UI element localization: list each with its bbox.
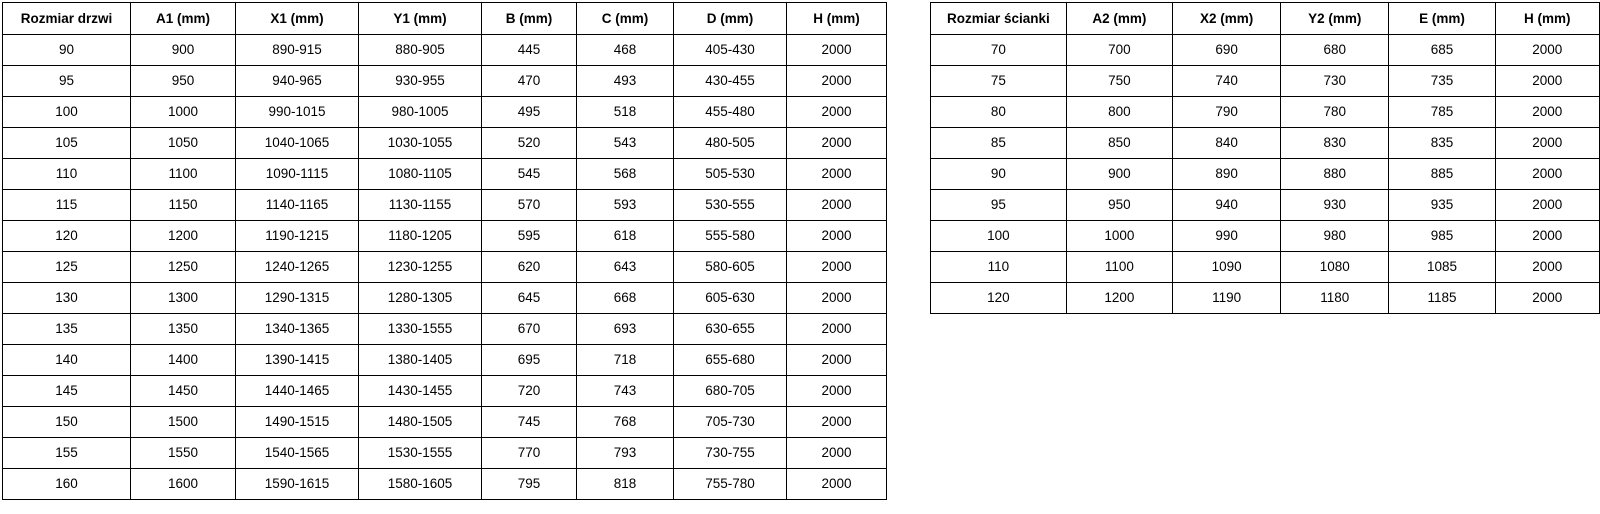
doors-cell: 930-955 (359, 66, 482, 97)
table-row (3, 221, 887, 252)
walls-cell: 900 (1066, 159, 1172, 190)
doors-cell: 1580-1605 (359, 469, 482, 500)
doors-cell: 1550 (131, 438, 236, 469)
walls-cell: 935 (1389, 190, 1495, 221)
walls-column-header: Rozmiar ścianki (931, 3, 1067, 35)
table-row (3, 283, 887, 314)
walls-cell: 2000 (1495, 252, 1599, 283)
doors-cell: 680-705 (674, 376, 787, 407)
doors-cell: 130 (3, 283, 131, 314)
walls-cell: 890 (1173, 159, 1281, 190)
doors-cell: 505-530 (674, 159, 787, 190)
doors-cell: 940-965 (236, 66, 359, 97)
doors-table-body (3, 35, 887, 500)
walls-cell: 880 (1281, 159, 1389, 190)
doors-cell: 455-480 (674, 97, 787, 128)
doors-cell: 718 (577, 345, 674, 376)
table-row (931, 35, 1600, 66)
table-row (3, 66, 887, 97)
doors-cell: 545 (482, 159, 577, 190)
doors-column-header: H (mm) (787, 3, 887, 35)
doors-cell: 1340-1365 (236, 314, 359, 345)
doors-cell: 793 (577, 438, 674, 469)
walls-column-header: A2 (mm) (1066, 3, 1172, 35)
walls-cell: 90 (931, 159, 1067, 190)
walls-cell: 685 (1389, 35, 1495, 66)
doors-cell: 2000 (787, 407, 887, 438)
doors-cell: 520 (482, 128, 577, 159)
doors-cell: 1100 (131, 159, 236, 190)
walls-cell: 1185 (1389, 283, 1495, 314)
doors-cell: 155 (3, 438, 131, 469)
walls-cell: 2000 (1495, 66, 1599, 97)
doors-cell: 160 (3, 469, 131, 500)
walls-column-header: X2 (mm) (1173, 3, 1281, 35)
walls-cell: 735 (1389, 66, 1495, 97)
doors-cell: 620 (482, 252, 577, 283)
table-header-row (931, 3, 1600, 35)
doors-cell: 2000 (787, 97, 887, 128)
doors-cell: 618 (577, 221, 674, 252)
doors-cell: 755-780 (674, 469, 787, 500)
walls-cell: 2000 (1495, 35, 1599, 66)
walls-cell: 800 (1066, 97, 1172, 128)
doors-cell: 668 (577, 283, 674, 314)
doors-cell: 405-430 (674, 35, 787, 66)
doors-cell: 2000 (787, 35, 887, 66)
table-row (3, 35, 887, 66)
doors-column-header: C (mm) (577, 3, 674, 35)
walls-cell: 75 (931, 66, 1067, 97)
table-row (3, 469, 887, 500)
doors-cell: 1480-1505 (359, 407, 482, 438)
walls-cell: 2000 (1495, 128, 1599, 159)
doors-cell: 1040-1065 (236, 128, 359, 159)
doors-cell: 695 (482, 345, 577, 376)
walls-cell: 1190 (1173, 283, 1281, 314)
doors-cell: 568 (577, 159, 674, 190)
walls-cell: 2000 (1495, 190, 1599, 221)
doors-cell: 1130-1155 (359, 190, 482, 221)
doors-cell: 2000 (787, 66, 887, 97)
doors-size-table (2, 2, 887, 500)
doors-cell: 90 (3, 35, 131, 66)
walls-cell: 2000 (1495, 283, 1599, 314)
doors-cell: 120 (3, 221, 131, 252)
walls-cell: 700 (1066, 35, 1172, 66)
table-row (3, 190, 887, 221)
table-row (3, 376, 887, 407)
doors-cell: 135 (3, 314, 131, 345)
doors-cell: 493 (577, 66, 674, 97)
doors-column-header: Y1 (mm) (359, 3, 482, 35)
walls-cell: 950 (1066, 190, 1172, 221)
doors-cell: 1380-1405 (359, 345, 482, 376)
doors-cell: 115 (3, 190, 131, 221)
walls-cell: 1090 (1173, 252, 1281, 283)
walls-cell: 85 (931, 128, 1067, 159)
walls-cell: 940 (1173, 190, 1281, 221)
doors-cell: 570 (482, 190, 577, 221)
doors-cell: 430-455 (674, 66, 787, 97)
doors-cell: 1280-1305 (359, 283, 482, 314)
table-row (3, 407, 887, 438)
doors-column-header: A1 (mm) (131, 3, 236, 35)
doors-cell: 1450 (131, 376, 236, 407)
doors-cell: 1200 (131, 221, 236, 252)
doors-cell: 1290-1315 (236, 283, 359, 314)
walls-cell: 750 (1066, 66, 1172, 97)
doors-cell: 2000 (787, 314, 887, 345)
doors-cell: 1150 (131, 190, 236, 221)
doors-cell: 2000 (787, 252, 887, 283)
doors-cell: 593 (577, 190, 674, 221)
table-row (931, 252, 1600, 283)
doors-cell: 95 (3, 66, 131, 97)
doors-cell: 1600 (131, 469, 236, 500)
walls-cell: 1180 (1281, 283, 1389, 314)
doors-cell: 470 (482, 66, 577, 97)
doors-cell: 1500 (131, 407, 236, 438)
doors-cell: 818 (577, 469, 674, 500)
doors-cell: 543 (577, 128, 674, 159)
doors-table-header (3, 3, 887, 35)
doors-cell: 495 (482, 97, 577, 128)
walls-cell: 1080 (1281, 252, 1389, 283)
walls-cell: 110 (931, 252, 1067, 283)
doors-cell: 580-605 (674, 252, 787, 283)
doors-cell: 1190-1215 (236, 221, 359, 252)
table-row (3, 159, 887, 190)
doors-cell: 1490-1515 (236, 407, 359, 438)
table-row (931, 221, 1600, 252)
table-row (931, 159, 1600, 190)
walls-cell: 70 (931, 35, 1067, 66)
doors-cell: 705-730 (674, 407, 787, 438)
doors-cell: 1400 (131, 345, 236, 376)
doors-cell: 720 (482, 376, 577, 407)
table-row (3, 128, 887, 159)
doors-cell: 468 (577, 35, 674, 66)
doors-cell: 990-1015 (236, 97, 359, 128)
walls-cell: 2000 (1495, 221, 1599, 252)
walls-cell: 790 (1173, 97, 1281, 128)
walls-cell: 780 (1281, 97, 1389, 128)
walls-size-table-container (930, 2, 1600, 314)
table-row (3, 97, 887, 128)
doors-cell: 1350 (131, 314, 236, 345)
table-row (931, 97, 1600, 128)
doors-cell: 1440-1465 (236, 376, 359, 407)
doors-cell: 100 (3, 97, 131, 128)
walls-table-body (931, 35, 1600, 314)
doors-cell: 530-555 (674, 190, 787, 221)
doors-cell: 445 (482, 35, 577, 66)
doors-cell: 1090-1115 (236, 159, 359, 190)
doors-cell: 2000 (787, 376, 887, 407)
doors-cell: 2000 (787, 128, 887, 159)
walls-cell: 990 (1173, 221, 1281, 252)
doors-cell: 693 (577, 314, 674, 345)
doors-cell: 1000 (131, 97, 236, 128)
table-header-row (3, 3, 887, 35)
table-row (3, 314, 887, 345)
doors-cell: 1030-1055 (359, 128, 482, 159)
doors-cell: 900 (131, 35, 236, 66)
doors-cell: 2000 (787, 159, 887, 190)
walls-cell: 1200 (1066, 283, 1172, 314)
table-row (931, 66, 1600, 97)
doors-cell: 745 (482, 407, 577, 438)
doors-cell: 1590-1615 (236, 469, 359, 500)
table-row (3, 345, 887, 376)
doors-cell: 1180-1205 (359, 221, 482, 252)
doors-cell: 125 (3, 252, 131, 283)
doors-cell: 1390-1415 (236, 345, 359, 376)
walls-cell: 1085 (1389, 252, 1495, 283)
doors-cell: 890-915 (236, 35, 359, 66)
doors-cell: 110 (3, 159, 131, 190)
walls-cell: 680 (1281, 35, 1389, 66)
doors-cell: 770 (482, 438, 577, 469)
walls-cell: 740 (1173, 66, 1281, 97)
walls-cell: 930 (1281, 190, 1389, 221)
doors-cell: 1140-1165 (236, 190, 359, 221)
walls-cell: 1100 (1066, 252, 1172, 283)
doors-column-header: D (mm) (674, 3, 787, 35)
doors-cell: 480-505 (674, 128, 787, 159)
doors-cell: 1240-1265 (236, 252, 359, 283)
walls-cell: 2000 (1495, 97, 1599, 128)
doors-cell: 2000 (787, 221, 887, 252)
doors-cell: 150 (3, 407, 131, 438)
walls-cell: 100 (931, 221, 1067, 252)
doors-column-header: B (mm) (482, 3, 577, 35)
doors-cell: 2000 (787, 438, 887, 469)
doors-cell: 518 (577, 97, 674, 128)
table-row (931, 283, 1600, 314)
doors-size-table-container (2, 2, 887, 500)
walls-size-table (930, 2, 1600, 314)
doors-cell: 670 (482, 314, 577, 345)
doors-cell: 743 (577, 376, 674, 407)
walls-cell: 980 (1281, 221, 1389, 252)
doors-cell: 1530-1555 (359, 438, 482, 469)
walls-cell: 885 (1389, 159, 1495, 190)
walls-cell: 120 (931, 283, 1067, 314)
doors-cell: 795 (482, 469, 577, 500)
doors-cell: 950 (131, 66, 236, 97)
doors-cell: 105 (3, 128, 131, 159)
doors-cell: 140 (3, 345, 131, 376)
walls-column-header: E (mm) (1389, 3, 1495, 35)
doors-cell: 643 (577, 252, 674, 283)
doors-cell: 980-1005 (359, 97, 482, 128)
walls-cell: 850 (1066, 128, 1172, 159)
table-row (3, 252, 887, 283)
doors-cell: 605-630 (674, 283, 787, 314)
walls-cell: 985 (1389, 221, 1495, 252)
doors-cell: 145 (3, 376, 131, 407)
doors-column-header: Rozmiar drzwi (3, 3, 131, 35)
doors-cell: 2000 (787, 283, 887, 314)
doors-cell: 1430-1455 (359, 376, 482, 407)
table-row (931, 128, 1600, 159)
table-row (931, 190, 1600, 221)
walls-table-header (931, 3, 1600, 35)
doors-column-header: X1 (mm) (236, 3, 359, 35)
doors-cell: 555-580 (674, 221, 787, 252)
doors-cell: 730-755 (674, 438, 787, 469)
walls-cell: 80 (931, 97, 1067, 128)
walls-cell: 835 (1389, 128, 1495, 159)
doors-cell: 880-905 (359, 35, 482, 66)
doors-cell: 595 (482, 221, 577, 252)
walls-cell: 2000 (1495, 159, 1599, 190)
walls-cell: 830 (1281, 128, 1389, 159)
doors-cell: 1540-1565 (236, 438, 359, 469)
table-row (3, 438, 887, 469)
walls-column-header: Y2 (mm) (1281, 3, 1389, 35)
walls-cell: 690 (1173, 35, 1281, 66)
doors-cell: 1230-1255 (359, 252, 482, 283)
doors-cell: 768 (577, 407, 674, 438)
walls-cell: 95 (931, 190, 1067, 221)
doors-cell: 1300 (131, 283, 236, 314)
doors-cell: 1050 (131, 128, 236, 159)
walls-cell: 730 (1281, 66, 1389, 97)
doors-cell: 2000 (787, 190, 887, 221)
walls-cell: 785 (1389, 97, 1495, 128)
doors-cell: 655-680 (674, 345, 787, 376)
doors-cell: 2000 (787, 469, 887, 500)
doors-cell: 630-655 (674, 314, 787, 345)
walls-column-header: H (mm) (1495, 3, 1599, 35)
doors-cell: 1080-1105 (359, 159, 482, 190)
doors-cell: 2000 (787, 345, 887, 376)
walls-cell: 1000 (1066, 221, 1172, 252)
doors-cell: 1250 (131, 252, 236, 283)
doors-cell: 1330-1555 (359, 314, 482, 345)
doors-cell: 645 (482, 283, 577, 314)
walls-cell: 840 (1173, 128, 1281, 159)
